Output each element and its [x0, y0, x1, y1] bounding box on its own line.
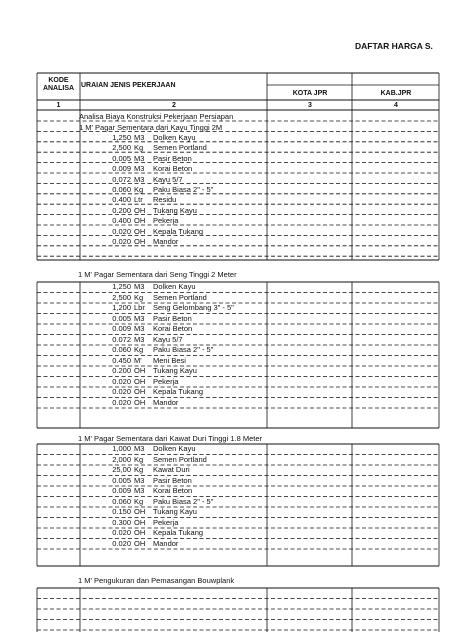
col-number-3: 3: [308, 102, 312, 109]
row-unit: Kg: [134, 465, 144, 474]
row-item: Kepala Tukang: [153, 387, 204, 396]
row-unit: M3: [134, 153, 145, 163]
row-unit: Lbr: [134, 303, 145, 312]
row-qty: 0.020: [112, 538, 131, 548]
row-qty: 2,500: [112, 143, 131, 153]
row-item: Meni Besi: [153, 355, 186, 365]
row-unit: M3: [134, 444, 145, 453]
row-qty: 0.150: [112, 507, 131, 516]
row-unit: Kg: [134, 345, 144, 354]
row-qty: 0.020: [112, 376, 131, 386]
row-unit: OH: [134, 387, 146, 396]
row-unit: OH: [134, 237, 146, 246]
row-unit: OH: [134, 226, 146, 236]
row-unit: M': [134, 355, 142, 365]
row-item: Tukang Kayu: [153, 205, 197, 215]
row-unit: OH: [134, 517, 146, 527]
row-item: Kayu 5/7: [153, 334, 183, 344]
row-qty: 0.005: [112, 153, 131, 163]
row-unit: OH: [134, 507, 146, 516]
row-item: Kepala Tukang: [153, 226, 204, 236]
row-item: Pekerja: [153, 216, 179, 226]
header-kode-analisa: KODE ANALISA: [42, 77, 75, 92]
row-item: Dolken Kayu: [153, 444, 196, 453]
col-number-1: 1: [56, 102, 61, 109]
row-item: Kayu 5/7: [153, 174, 183, 184]
row-item: Kepala Tukang: [153, 528, 204, 537]
row-qty: 25,00: [112, 465, 131, 474]
row-qty: 0.009: [112, 164, 131, 174]
row-item: Pekerja: [153, 376, 179, 386]
row-item: Korai Beton: [153, 486, 193, 495]
row-item: Residu: [153, 195, 177, 205]
section-4-caption: 1 M' Pengukuran dan Pemasangan Bouwplank: [78, 576, 235, 585]
header-kota-jpr: KOTA JPR: [292, 90, 328, 97]
section-1-title: Analisa Biaya Konstruksi Pekerjaan Persiapan: [79, 112, 234, 121]
row-unit: OH: [134, 366, 146, 375]
row-qty: 1,250: [112, 282, 131, 291]
row-qty: 0.200: [112, 205, 131, 215]
row-qty: 0.300: [112, 517, 131, 527]
row-qty: 1,200: [112, 303, 131, 312]
col-number-4: 4: [394, 102, 398, 109]
col-number-2: 2: [172, 102, 176, 109]
row-item: Seng Gelombang 3" - 5": [153, 303, 234, 312]
row-unit: OH: [134, 538, 146, 548]
row-unit: Ltr: [134, 195, 143, 205]
row-item: Mandor: [153, 237, 179, 246]
row-unit: M3: [134, 334, 145, 344]
row-item: Paku Biasa 2" - 5": [153, 496, 214, 506]
header-uraian: URAIAN JENIS PEKERJAAN: [81, 82, 176, 89]
row-unit: M3: [134, 475, 145, 485]
row-item: Dolken Kayu: [153, 282, 196, 291]
row-item: Paku Biasa 2" - 5": [153, 345, 214, 354]
row-qty: 1,250: [112, 133, 131, 142]
row-item: Tukang Kayu: [153, 507, 197, 516]
row-item: Pekerja: [153, 517, 179, 527]
row-unit: OH: [134, 205, 146, 215]
row-unit: Kg: [134, 454, 144, 464]
row-qty: 0.060: [112, 185, 131, 194]
row-unit: M3: [134, 313, 145, 323]
header-kab-jpr: KAB.JPR: [380, 90, 412, 97]
row-qty: 0.200: [112, 366, 131, 375]
row-qty: 0.072: [112, 174, 131, 184]
row-unit: OH: [134, 376, 146, 386]
row-unit: M3: [134, 282, 145, 291]
row-item: Paku Biasa 2" - 5": [153, 185, 214, 194]
row-item: Mandor: [153, 538, 179, 548]
row-unit: Kg: [134, 496, 144, 506]
row-qty: 0.400: [112, 216, 131, 226]
row-qty: 1,000: [112, 444, 131, 453]
row-qty: 0.020: [112, 237, 131, 246]
row-qty: 0.400: [112, 195, 131, 205]
row-qty: 0.072: [112, 334, 131, 344]
row-qty: 0.020: [112, 528, 131, 537]
row-qty: 2,000: [112, 454, 131, 464]
row-item: Pasir Beton: [153, 153, 192, 163]
row-qty: 0.020: [112, 226, 131, 236]
row-item: Pasir Beton: [153, 313, 192, 323]
section-2-caption: 1 M' Pagar Sementara dari Seng Tinggi 2 Meter: [78, 270, 237, 279]
row-item: Dolken Kayu: [153, 133, 196, 142]
section-3-caption: 1 M' Pagar Sementara dari Kawat Duri Tinggi 1.8 Meter: [78, 434, 263, 443]
row-item: Tukang Kayu: [153, 366, 197, 375]
section-1-subtitle: 1 M' Pagar Sementara dari Kayu Tinggi 2M: [79, 123, 223, 132]
row-qty: 0.060: [112, 345, 131, 354]
row-item: Semen Portland: [153, 143, 207, 153]
row-item: Semen Portland: [153, 292, 207, 302]
row-unit: M3: [134, 164, 145, 174]
row-qty: 0.020: [112, 387, 131, 396]
row-qty: 2,500: [112, 292, 131, 302]
row-item: Semen Portland: [153, 454, 207, 464]
row-item: Korai Beton: [153, 324, 193, 333]
row-item: Korai Beton: [153, 164, 193, 174]
table-grid-4: [37, 588, 439, 632]
document-title: DAFTAR HARGA S.: [355, 41, 433, 51]
row-unit: Kg: [134, 143, 144, 153]
row-qty: 0.020: [112, 397, 131, 407]
row-item: Kawat Duri: [153, 465, 190, 474]
row-qty: 0.009: [112, 486, 131, 495]
row-item: Pasir Beton: [153, 475, 192, 485]
row-unit: OH: [134, 397, 146, 407]
row-unit: Kg: [134, 185, 144, 194]
row-qty: 0.450: [112, 355, 131, 365]
row-unit: OH: [134, 528, 146, 537]
row-unit: M3: [134, 174, 145, 184]
row-unit: Kg: [134, 292, 144, 302]
row-qty: 0.060: [112, 496, 131, 506]
row-qty: 0.005: [112, 313, 131, 323]
row-unit: M3: [134, 324, 145, 333]
row-unit: OH: [134, 216, 146, 226]
row-item: Mandor: [153, 397, 179, 407]
row-qty: 0.009: [112, 324, 131, 333]
row-qty: 0.005: [112, 475, 131, 485]
row-unit: M3: [134, 133, 145, 142]
row-unit: M3: [134, 486, 145, 495]
